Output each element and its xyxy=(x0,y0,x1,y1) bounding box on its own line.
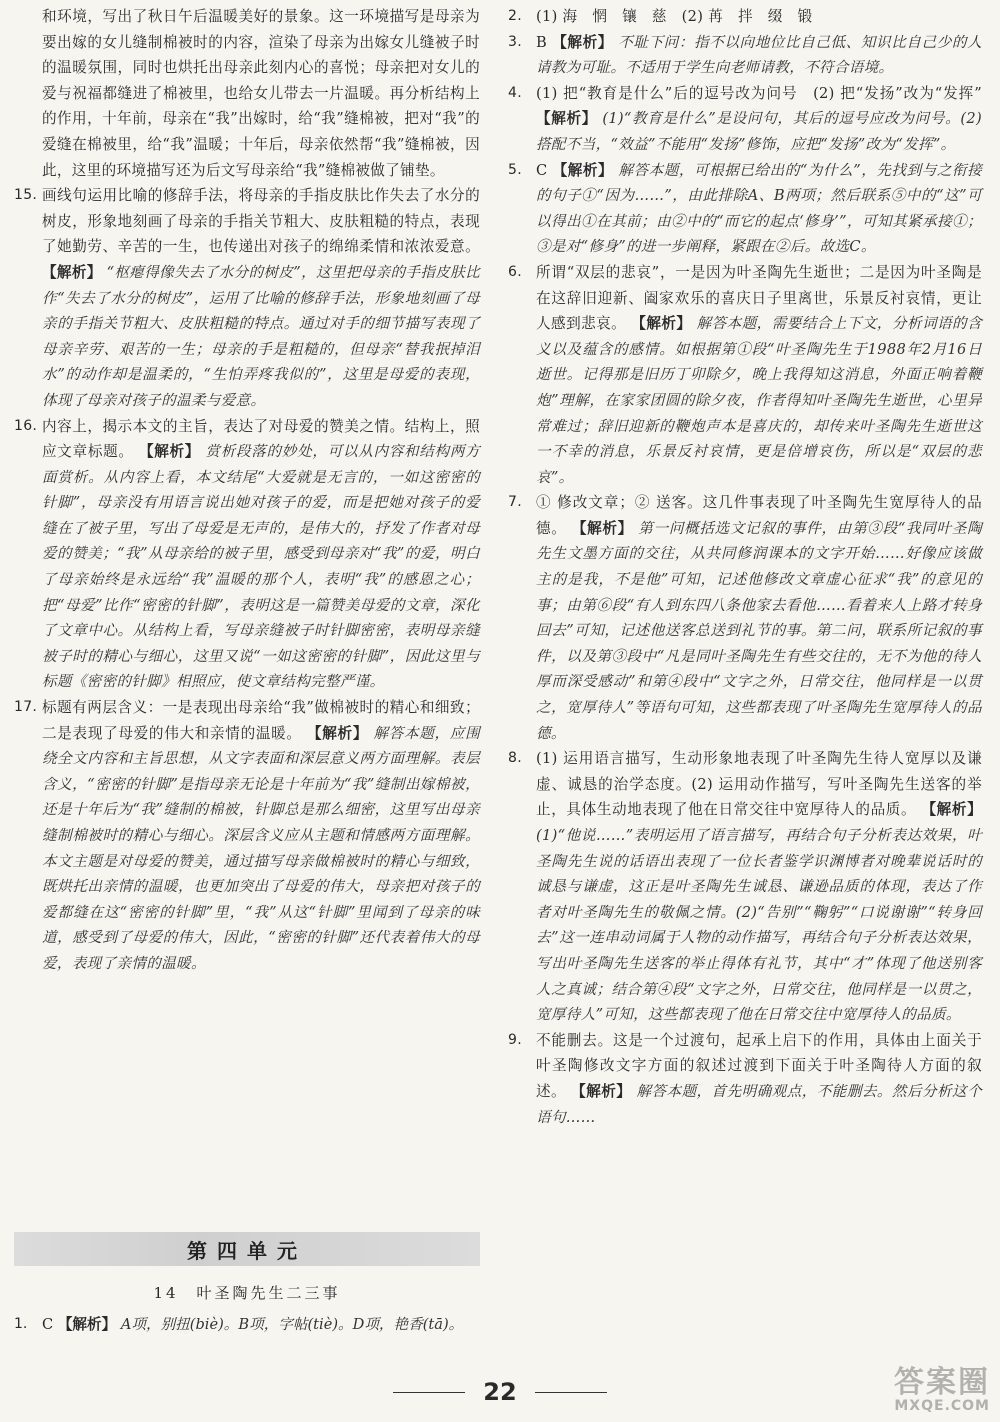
answer-item-17 xyxy=(14,695,480,977)
analysis-text: 第一问概括选文记叙的事件，由第③段“我同叶圣陶先生文墨方面的交往，从共同修润课本的文字开始……好像应该做主的是我，不是他”可知，记述他修改文章虚心征求“我”的意见的事；由第⑥段“有人到东四八条他家去看他……看着来人上路才转身回去”可知，记述他送客总送到礼节的事。第二问，联系所记叙的事件，以及第③段中“凡是同叶圣陶先生有些交往的，无不为他的待人厚而深受感动”和第④段中“文字之外，日常交往，他同样是一以贯之，宽厚待人”等语句可知，这些都表现了叶圣陶先生宽厚待人的品德。 xyxy=(536,519,982,742)
answer-item-5 xyxy=(508,158,982,260)
analysis-tag: 【解析】 xyxy=(571,1082,632,1100)
analysis-tag: 【解析】 xyxy=(138,443,201,461)
item-body xyxy=(536,4,982,30)
analysis-text: 赏析段落的妙处，可以从内容和结构两方面赏析。从内容上看，本文结尾“大爱就是无言的，一如这密密的针脚”，母亲没有用语言说出她对孩子的爱，而是把她对孩子的爱缝在了被子里，写出了母爱是无声的，是伟大的，抒发了作者对母爱的赞美；“我”从母亲给的被子里，感受到母亲对“我”的爱，明白了母亲始终是永远给“我”温暖的那个人，表明“我”的感恩之心；把“母爱”比作“密密的针脚”，表明这是一篇赞美母爱的文章，深化了文章中心。从结构上看，写母亲缝被子时针脚密密，表明母亲缝被子时的精心与细心，这里又说“一如这密密的针脚”，因此这里与标题《密密的针脚》相照应，使文章结构完整严谨。 xyxy=(42,443,480,691)
analysis-text: (1)“他说……”表明运用了语言描写，再结合句子分析表达效果，叶圣陶先生说的话语出表现了一位长者鉴学识渊博者对晚辈说话时的诚恳与谦虚，这正是叶圣陶先生诚恳、谦逊品质的体现，表达了作者对叶圣陶先生的敬佩之情。(2)“告别”“鞠躬”“口说谢谢”“转身回去”这一连串动词属于人物的动作描写，再结合句子分析表达效果，写出叶圣陶先生送客的举止得体有礼节，其中“才”体现了他送别客人之真诚；结合第④段“文字之外，日常交往，他同样是一以贯之，宽厚待人”可知，这些都表现了他在日常交往中宽厚待人的品质。 xyxy=(536,827,982,1024)
answer-text: 标题有两层含义：一是表现出母亲给“我”做棉被时的精心和细致；二是表现了母爱的伟大和亲情的温暖。 xyxy=(42,699,480,742)
analysis-tag: 【解析】 xyxy=(921,801,982,819)
answer-text: ① 修改文章；② 送客。这几件事表现了叶圣陶先生宽厚待人的品德。 xyxy=(536,494,982,537)
analysis-text: 解答本题，应围绕全文内容和主旨思想，从文字表面和深层意义两方面理解。表层含义，“密密的针脚”是指母亲无论是十年前为“我”缝制出嫁棉被，还是十年后为“我”缝制的棉被，针脚总是那么细密，这里写出母亲缝制棉被时的精心与细心。深层含义应从主题和情感两方面理解。本文主题是对母爱的赞美，通过描写母亲做棉被时的精心与细致，既烘托出亲情的温暖，也更加突出了母爱的伟大，母亲把对孩子的爱都缝在这“密密的针脚”里，“我”从这“针脚”里闻到了母亲的味道，感受到了母爱的伟大，因此，“密密的针脚”还代表着伟大的母爱，表现了亲情的温暖。 xyxy=(42,724,480,972)
answer-text: B xyxy=(536,33,548,51)
answer-item-6 xyxy=(508,260,982,490)
item-body xyxy=(536,81,982,158)
item-number: 5. xyxy=(508,161,522,178)
continued-analysis: 和环境，写出了秋日午后温暖美好的景象。这一环境描写是母亲为要出嫁的女儿缝制棉被时的内容，渲染了母亲为出嫁女儿缝被子时的温暖氛围，同时也烘托出母亲此刻内心的喜悦；母亲把对女儿的爱与祝福都缝进了棉被里，也给女儿带去一片温暖。再分析结构上的作用，十年前，母亲在“我”出嫁时，给“我”缝棉被，把对“我”的爱缝在棉被里，给“我”温暖；十年后，母亲依然帮“我”缝棉被，因此，这里的环境描写还为后文写母亲给“我”缝棉被做了铺垫。 xyxy=(42,8,480,179)
item-number: 2. xyxy=(508,8,522,24)
item-body xyxy=(536,260,982,490)
answer-item-3 xyxy=(508,30,982,81)
item-number: 7. xyxy=(508,494,522,511)
answer-text: (1) 海 惘 镶 慈 (2) 苒 拌 缀 锻 xyxy=(536,8,813,25)
answer-item-8 xyxy=(508,746,982,1028)
item-number: 17. xyxy=(14,699,38,716)
item-body xyxy=(536,490,982,746)
item-body xyxy=(536,1028,982,1130)
answer-text: 不能删去。这是一个过渡句，起承上启下的作用，具体由上面关于叶圣陶修改文字方面的叙述过渡到下面关于叶圣陶待人方面的叙述。 xyxy=(536,1031,982,1100)
answer-item-7 xyxy=(508,490,982,746)
answer-text: (1) 运用语言描写，生动形象地表现了叶圣陶先生待人宽厚以及谦虚、诚恳的治学态度。(2) 运用动作描写，写叶圣陶先生送客的举止，具体生动地表现了他在日常交往中宽厚待人的品质。 xyxy=(536,750,982,819)
answer-text: 画线句运用比喻的修辞手法，将母亲的手指皮肤比作失去了水分的树皮，形象地刻画了母亲的手指关节粗大、皮肤粗糙的特点，表现了她勤劳、辛苦的一生，也传递出对孩子的绵绵柔情和浓浓爱意。 xyxy=(42,187,480,256)
answer-text: C xyxy=(536,161,548,179)
site-watermark xyxy=(894,1366,990,1414)
analysis-text: “枢瘪得像失去了水分的树皮”，这里把母亲的手指皮肤比作“失去了水分的树皮”，运用了比喻的修辞手法，形象地刻画了母亲的手指关节粗大、皮肤粗糙的特点。通过对手的细节描写表现了母亲辛劳、艰苦的一生；母亲的手是粗糙的，但母亲“替我抿掉泪水”的动作却是温柔的，“生怕弄疼我似的”，这里是母爱的表现，体现了母亲对孩子的温柔与爱意。 xyxy=(42,263,480,409)
right-column xyxy=(508,4,982,1130)
answer-item-15 xyxy=(14,183,480,413)
analysis-tag: 【解析】 xyxy=(631,315,692,333)
item-number: 15. xyxy=(14,187,38,204)
item-number: 16. xyxy=(14,417,38,434)
page-number: 22 xyxy=(483,1378,517,1406)
left-column xyxy=(14,4,480,977)
analysis-tag: 【解析】 xyxy=(42,263,102,281)
analysis-text: 解答本题，需要结合上下文，分析词语的含义以及蕴含的感情。如根据第①段“叶圣陶先生于1988年2月16日逝世。记得那是旧历丁卯除夕，晚上我得知这消息，外面正响着鞭炮”理解，在家家团圆的除夕夜，作者得知叶圣陶先生逝世，心里异常难过；辞旧迎新的鞭炮声本是喜庆的，却传来叶圣陶先生逝世这一不幸的消息，乐景反衬哀情，更是倍增哀伤，所以是“双层的悲哀”。 xyxy=(536,315,982,486)
item-body xyxy=(536,158,982,260)
analysis-text: 解答本题，首先明确观点，不能删去。然后分析这个语句…… xyxy=(536,1082,982,1126)
answer-item-2 xyxy=(508,4,982,30)
item-number: 1. xyxy=(14,1316,28,1332)
item-number: 9. xyxy=(508,1031,522,1048)
analysis-text: 不耻下问：指不以向地位比自己低、知识比自己少的人请教为可耻。不适用于学生向老师请教，不符合语境。 xyxy=(536,33,982,77)
lesson-title: 14 叶圣陶先生二三事 xyxy=(153,1284,341,1302)
item-number: 4. xyxy=(508,84,522,101)
analysis-tag: 【解析】 xyxy=(571,519,633,537)
item-body xyxy=(536,746,982,1028)
item-body xyxy=(536,30,982,81)
item-body xyxy=(42,1312,480,1338)
analysis-text: 解答本题，可根据已给出的“为什么”，先找到与之衔接的句子①“因为……”，由此排除A、B两项；然后联系⑤中的“这”可以得出①在其前；由②中的“而它的起点‘修身’”，可知其紧承接①；③是对“修身”的进一步阐释，紧跟在②后。故选C。 xyxy=(536,161,982,256)
answer-text: C xyxy=(42,1316,54,1333)
answer-item-1 xyxy=(14,1312,480,1338)
analysis-tag: 【解析】 xyxy=(552,161,614,179)
answer-item-9 xyxy=(508,1028,982,1130)
watermark-url: MXQE.COM xyxy=(894,1397,990,1414)
answer-text: (1) 把“教育是什么”后的逗号改为问号 (2) 把“发扬”改为“发挥” xyxy=(536,84,982,102)
unit-banner: 第四单元 xyxy=(14,1232,480,1266)
item-number: 6. xyxy=(508,263,522,280)
answer-item-4 xyxy=(508,81,982,158)
analysis-tag: 【解析】 xyxy=(552,33,613,51)
watermark-logo-text: 答案圈 xyxy=(894,1364,990,1400)
footer-rule-left xyxy=(393,1392,465,1393)
analysis-text: (1)“教育是什么”是设问句，其后的逗号应改为问号。(2) 搭配不当，“效益”不能用“发扬”修饰，应把“发扬”改为“发挥”。 xyxy=(536,110,983,153)
item-number: 3. xyxy=(508,33,522,50)
answer-item-16 xyxy=(14,414,480,696)
analysis-text: A项，别扭(biè)。B项，字帖(tiè)。D项，艳香(tā)。 xyxy=(120,1316,464,1333)
page-footer xyxy=(0,1372,1000,1412)
item-body xyxy=(42,183,480,413)
item-number: 8. xyxy=(508,750,522,767)
footer-rule-right xyxy=(535,1392,607,1393)
answer-text: 内容上，揭示本文的主旨，表达了对母爱的赞美之情。结构上，照应文章标题。 xyxy=(42,417,480,461)
item-body xyxy=(42,414,480,696)
analysis-tag: 【解析】 xyxy=(307,724,369,742)
analysis-tag: 【解析】 xyxy=(57,1316,117,1333)
analysis-tag: 【解析】 xyxy=(536,110,598,128)
answer-text: 所谓“双层的悲哀”，一是因为叶圣陶先生逝世；二是因为叶圣陶是在这辞旧迎新、阖家欢乐的喜庆日子里离世，乐景反衬哀情，更让人感到悲哀。 xyxy=(536,263,982,333)
item-body xyxy=(42,695,480,977)
